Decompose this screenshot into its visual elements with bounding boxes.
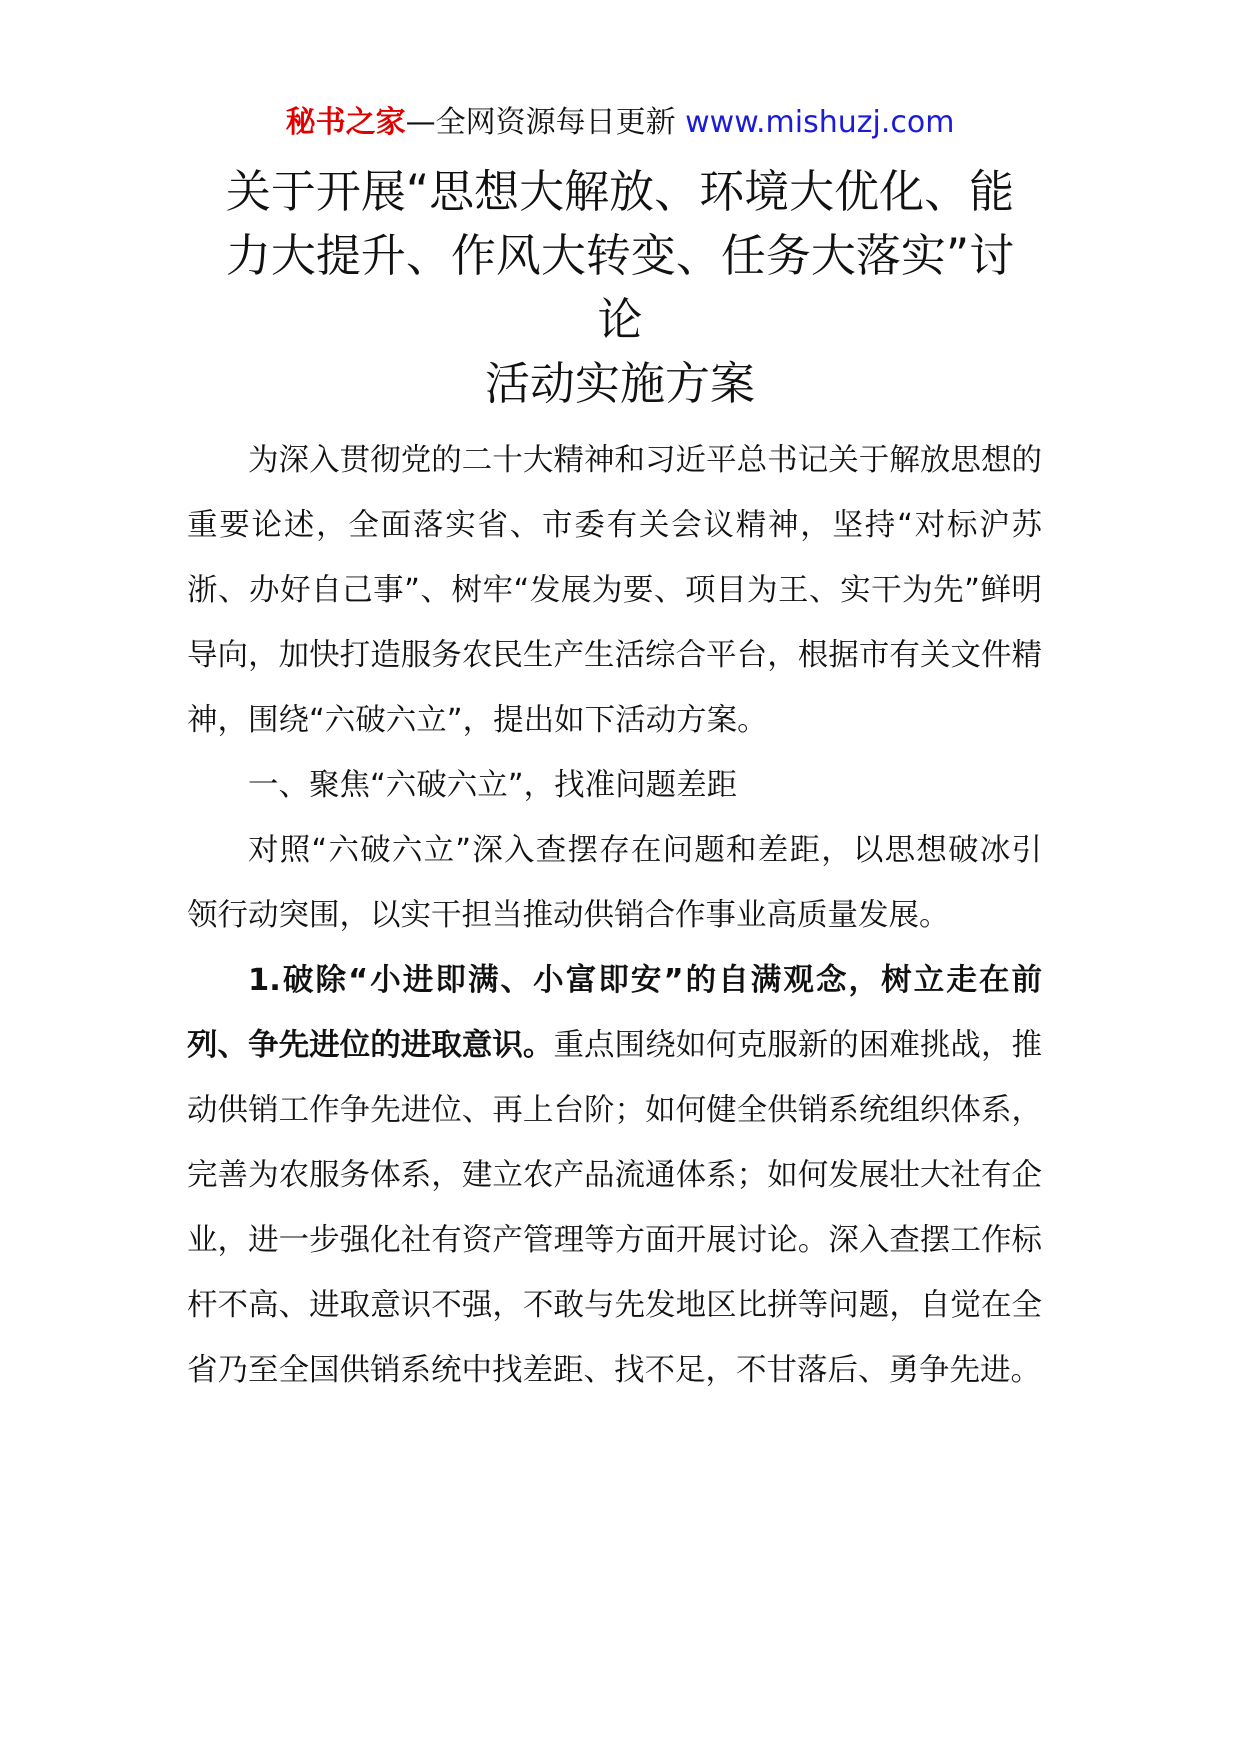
site-tagline: —全网资源每日更新	[405, 105, 676, 140]
document-body	[187, 428, 1042, 1403]
section-1-paragraph: 对照“六破六立”深入查摆存在问题和差距，以思想破冰引领行动突围，以实干担当推动供销合作事业高质量发展。	[187, 833, 1042, 933]
document-title	[195, 160, 1045, 416]
title-line-1: 关于开展“思想大解放、环境大优化、能	[225, 165, 1015, 218]
site-brand: 秘书之家	[285, 105, 406, 140]
item-1-text: 重点围绕如何克服新的困难挑战，推动供销工作争先进位、再上台阶；如何健全供销系统组织体系，完善为农服务体系，建立农产品流通体系；如何发展壮大社有企业，进一步强化社有资产管理等方面开展讨论。深入查摆工作标杆不高、进取意识不强，不敢与先发地区比拼等问题，自觉在全省乃至全国供销系统中找差距、找不足，不甘落后、勇争先进。	[187, 1028, 1043, 1388]
title-line-3: 论	[597, 293, 643, 346]
title-line-4: 活动实施方案	[484, 357, 755, 410]
title-line-2: 力大提升、作风大转变、任务大落实”讨	[225, 229, 1015, 282]
section-1-heading: 一、聚焦“六破六立”，找准问题差距	[248, 768, 738, 803]
item-1-bold-lead: 1.破除“小进即满、小富即安”的自满观念，树立走在前列、争先进位的进取意识。	[187, 963, 1042, 1063]
site-header	[0, 103, 1240, 143]
intro-paragraph: 为深入贯彻党的二十大精神和习近平总书记关于解放思想的重要论述，全面落实省、市委有关会议精神，坚持“对标沪苏浙、办好自己事”、树牢“发展为要、项目为王、实干为先”鲜明导向，加快打造服务农民生产生活综合平台，根据市有关文件精神，围绕“六破六立”，提出如下活动方案。	[187, 443, 1042, 738]
site-url-link[interactable]: www.mishuzj.com	[685, 105, 955, 140]
item-1-paragraph	[187, 948, 1042, 1403]
